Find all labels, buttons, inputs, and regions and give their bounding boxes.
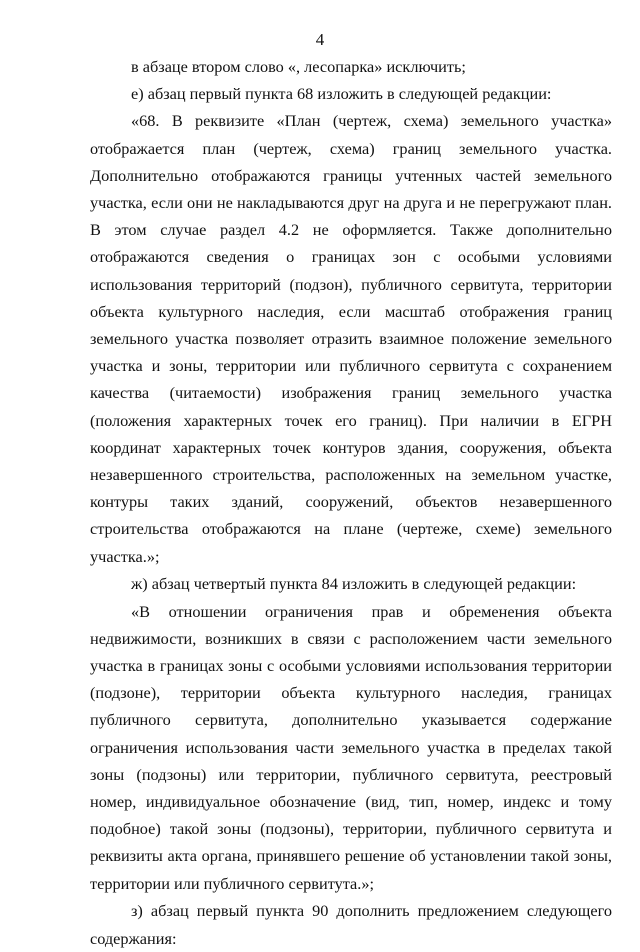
paragraph-item-4: ж) абзац четвертый пункта 84 изложить в следующей редакции: <box>131 574 577 594</box>
paragraph-item-5: «В отношении ограничения прав и обременения объекта недвижимости, возникших в связи с расположением части земельного участка в границах зоны с особыми условиями использования территории (подзоне), территории объекта культурного наследия, границах публичного сервитута, дополнительно указывается содержание ограничения использования части земельного участка в пределах такой зоны (подзоны) или территории, публичного сервитута, реестровый номер, индивидуальное обозначение (вид, тип, номер, индекс и тому подобное) такой зоны (подзоны), территории, публичного сервитута и реквизиты акта органа, принявшего решение об установлении такой зоны, территории или публичного сервитута.»; <box>90 601 612 893</box>
document-body <box>90 53 612 952</box>
paragraph-item-2: е) абзац первый пункта 68 изложить в следующей редакции: <box>131 84 552 104</box>
paragraph-item-1: в абзаце втором слово «, лесопарка» исключить; <box>131 57 466 76</box>
paragraph-item-3: «68. В реквизите «План (чертеж, схема) земельного участка» отображается план (чертеж, схема) границ земельного участка. Дополнительно отображаются границы учтенных частей земельного участка, если они не накладываются друг на друга и не перегружают план. В этом случае раздел 4.2 не оформляется. Также дополнительно отображаются сведения о границах зон с особыми условиями использования территорий (подзон), публичного сервитута, территории объекта культурного наследия, если масштаб отображения границ земельного участка позволяет отразить взаимное положение земельного участка и зоны, территории или публичного сервитута с сохранением качества (читаемости) изображения границ земельного участка (положения характерных точек его границ). При наличии в ЕГРН координат характерных точек контуров здания, сооружения, объекта незавершенного строительства, расположенных на земельном участке, контуры таких зданий, сооружений, объектов незавершенного строительства отображаются на плане (чертеже, схеме) земельного участка.»; <box>90 111 612 566</box>
page-number: 4 <box>315 30 325 49</box>
paragraph-item-6: з) абзац первый пункта 90 дополнить предложением следующего содержания: <box>90 901 612 948</box>
